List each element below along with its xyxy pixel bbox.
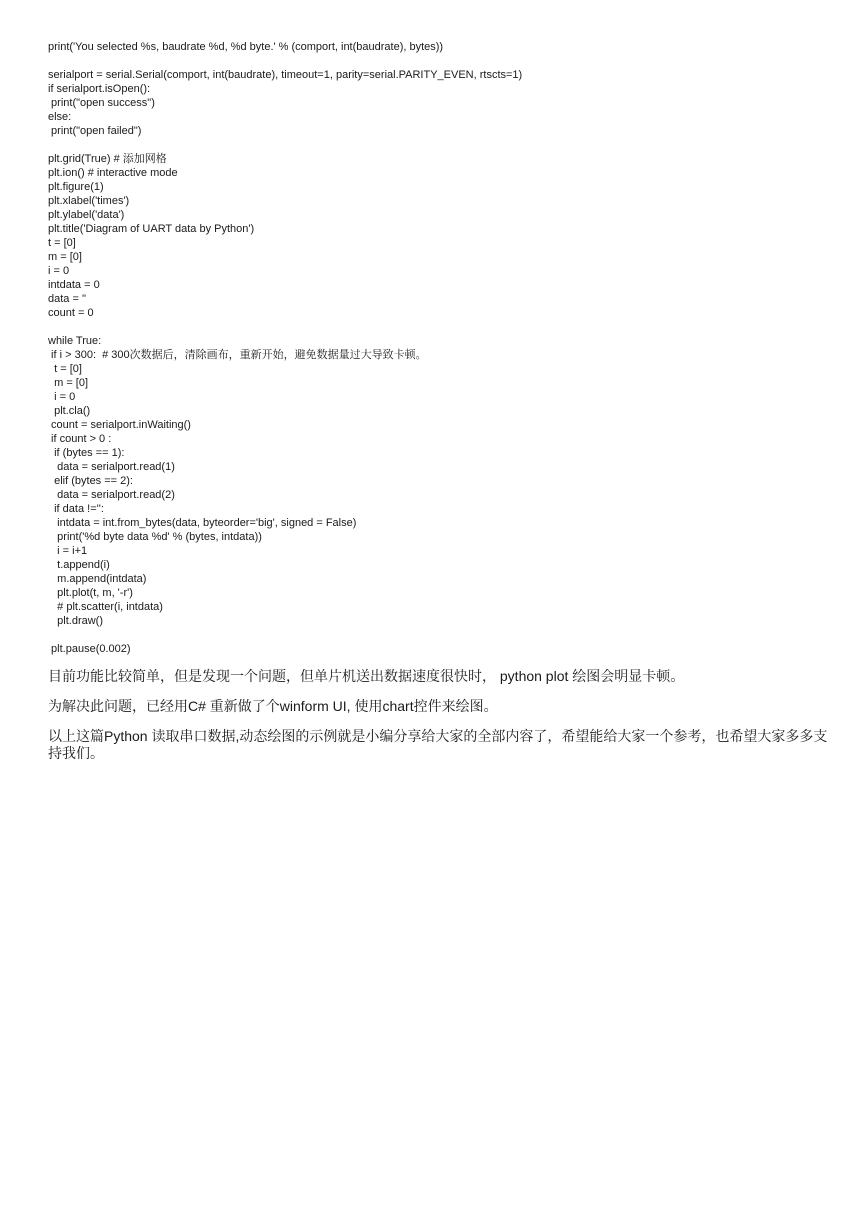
code-line — [48, 54, 848, 68]
code-block — [48, 40, 848, 656]
code-line: m = [0] — [48, 251, 82, 263]
code-line: plt.figure(1) — [48, 181, 104, 193]
code-line — [48, 628, 848, 642]
code-line: plt.title('Diagram of UART data by Python') — [48, 223, 255, 235]
code-line: print('You selected %s, baudrate %d, %d byte.' % (comport, int(baudrate), bytes)) — [48, 41, 444, 53]
code-line: elif (bytes == 2): — [48, 475, 133, 487]
code-line: print('%d byte data %d' % (bytes, intdata)) — [48, 531, 262, 543]
code-line: plt.ion() # interactive mode — [48, 167, 178, 179]
paragraph: 为解决此问题，已经用C# 重新做了个winform UI, 使用chart控件来绘图。 — [48, 698, 498, 714]
code-line: plt.draw() — [48, 615, 104, 627]
code-line: i = i+1 — [48, 545, 88, 557]
code-line: if serialport.isOpen(): — [48, 83, 151, 95]
code-line: while True: — [48, 335, 102, 347]
code-line: data = serialport.read(1) — [48, 461, 175, 473]
paragraph: 以上这篇Python 读取串口数据,动态绘图的示例就是小编分享给大家的全部内容了，希望能给大家一个参考，也希望大家多多支持我们。 — [48, 728, 828, 761]
code-line: t.append(i) — [48, 559, 110, 571]
code-line: t = [0] — [48, 237, 76, 249]
code-line: print("open success") — [48, 97, 155, 109]
code-line: serialport = serial.Serial(comport, int(baudrate), timeout=1, parity=serial.PARITY_EVEN, rtscts=1) — [48, 69, 523, 81]
code-line: plt.xlabel('times') — [48, 195, 130, 207]
code-line: i = 0 — [48, 391, 76, 403]
paragraph: 目前功能比较简单，但是发现一个问题，但单片机送出数据速度很快时， python plot 绘图会明显卡顿。 — [48, 668, 685, 684]
code-line: m.append(intdata) — [48, 573, 147, 585]
code-line: count = serialport.inWaiting() — [48, 419, 191, 431]
code-line: data = '' — [48, 293, 87, 305]
code-line: else: — [48, 111, 72, 123]
code-line: print("open failed") — [48, 125, 142, 137]
code-line: i = 0 — [48, 265, 70, 277]
code-line: if (bytes == 1): — [48, 447, 125, 459]
code-line: if data !='': — [48, 503, 104, 515]
code-line: plt.plot(t, m, '-r') — [48, 587, 133, 599]
code-line: plt.pause(0.002) — [48, 643, 131, 655]
code-line — [48, 138, 848, 152]
code-line: if i > 300: # 300次数据后，清除画布，重新开始，避免数据量过大导致卡顿。 — [48, 349, 427, 361]
code-line: plt.grid(True) # 添加网格 — [48, 153, 167, 165]
code-line: plt.cla() — [48, 405, 91, 417]
code-line: intdata = 0 — [48, 279, 100, 291]
code-line: # plt.scatter(i, intdata) — [48, 601, 163, 613]
code-line: if count > 0 : — [48, 433, 112, 445]
code-line: count = 0 — [48, 307, 94, 319]
code-line — [48, 320, 848, 334]
code-line: data = serialport.read(2) — [48, 489, 175, 501]
code-line: m = [0] — [48, 377, 89, 389]
code-line: t = [0] — [48, 363, 82, 375]
text-paragraphs — [48, 668, 828, 775]
code-line: intdata = int.from_bytes(data, byteorder='big', signed = False) — [48, 517, 357, 529]
code-line: plt.ylabel('data') — [48, 209, 125, 221]
